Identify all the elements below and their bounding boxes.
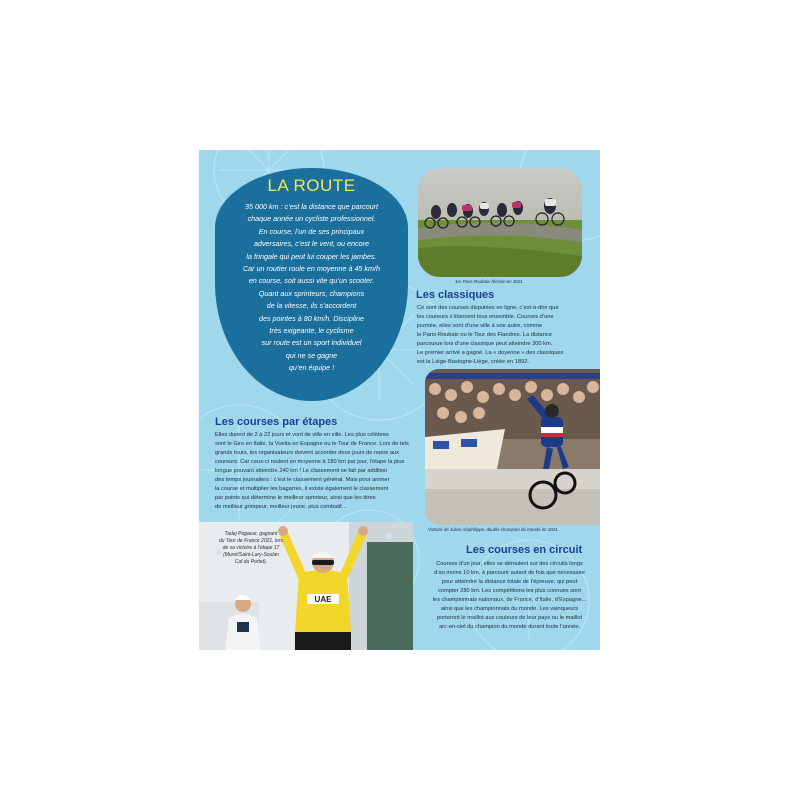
intro-line: de la vitesse, ils s’accordent <box>266 301 357 311</box>
intro-line: Quant aux sprinteurs, champions <box>258 288 365 298</box>
intro-line: chaque année un cycliste professionnel. <box>247 214 376 224</box>
intro-line: 35 000 km : c’est la distance que parcourt <box>244 202 379 211</box>
etapes-text <box>215 431 409 512</box>
classiques-line: les coureurs s’élancent tous ensemble. Courses d’une <box>417 314 554 320</box>
pogacar-caption <box>201 531 301 566</box>
etapes-line: sont le Giro en Italie, la Vuelta en Espagne ou le Tour de France. Lors de tels <box>215 441 409 447</box>
intro-panel <box>215 168 408 401</box>
intro-line: adversaires, c’est le vent, ou encore <box>253 239 370 249</box>
circuit-line: Courses d’un jour, elles se déroulent sur des circuits longs <box>436 561 583 567</box>
intro-line: en course, soit aussi vite qu’un scooter. <box>248 276 375 286</box>
intro-line: la fringale qui peut lui couper les jambes. <box>246 251 377 261</box>
etapes-line: de meilleur grimpeur, meilleur jeune, plus combatif... <box>215 504 347 510</box>
classiques-text <box>417 304 563 367</box>
classiques-line: le Paris-Roubaix ou le Tour des Flandres. La distance <box>417 332 552 338</box>
classiques-heading: Les classiques <box>416 289 495 301</box>
alaphilippe-caption: Victoire de Julian Alaphilippe, double champion du monde en 2021. <box>428 527 559 532</box>
circuit-text <box>419 560 600 632</box>
magazine-page <box>199 150 600 650</box>
circuit-line: compter 280 km. Les compétitions les plus connues sont <box>438 588 581 594</box>
jersey-text: UAE <box>314 595 332 604</box>
intro-line: qu’en équipe ! <box>288 363 335 373</box>
intro-line: des pointes à 80 km/h. Discipline <box>258 313 365 323</box>
paris-roubaix-caption: 1er Paris-Roubaix féminin en 2021. <box>455 279 524 284</box>
circuit-line: arc-en-ciel du champion du monde durant toute l’année. <box>438 624 580 630</box>
classiques-line: Le premier arrivé a gagné. La « doyenne » des classiques <box>417 350 564 356</box>
classiques-line: est la Liège-Bastogne-Liège, créée en 1892. <box>417 359 529 365</box>
circuit-line: ainsi que les championnats du monde. Les vainqueurs <box>440 606 579 612</box>
etapes-line: Elles durent de 2 à 22 jours et vont de ville en ville. Les plus célèbres <box>215 432 389 438</box>
circuit-line: les championnats nationaux, de France, d’Italie, d’Espagne... <box>432 597 587 603</box>
circuit-line: pour atteindre la distance totale de l’épreuve, qui peut <box>441 579 578 585</box>
classiques-line: journée, elles vont d’une ville à une autre, comme <box>417 323 543 329</box>
etapes-line: la course et multiplier les bagarres, il existe également le classement <box>215 486 389 492</box>
intro-line: très exigeante, le cyclisme <box>269 326 354 336</box>
etapes-line: des temps journaliers : c’est le classement général. Mais pour animer <box>215 477 390 483</box>
circuit-line: d’au moins 10 km, à parcourir autant de fois que nécessaire <box>434 570 585 576</box>
intro-title: LA ROUTE <box>267 176 356 195</box>
intro-line: Car un routier roule en moyenne à 45 km/h <box>242 264 381 274</box>
circuit-heading: Les courses en circuit <box>466 544 583 556</box>
etapes-heading: Les courses par étapes <box>215 416 338 428</box>
intro-line: En course, l’un de ses principaux <box>258 226 365 236</box>
etapes-line: grands tours, les organisateurs doivent accorder deux jours de repos aux <box>215 450 399 456</box>
pogacar-caption-line: (Muret/Saint-Lary-Soulan <box>223 552 279 558</box>
etapes-line: longue pouvant atteindre 240 km ! Le classement se fait par addition <box>215 468 388 474</box>
classiques-line: parcourue lors d’une classique peut atteindre 300 km. <box>417 341 553 347</box>
pogacar-caption-line: Col du Portet). <box>234 559 268 565</box>
pogacar-caption-line: du Tour de France 2021, lors <box>218 538 284 544</box>
paris-roubaix-photo <box>418 168 582 277</box>
intro-line: qui ne se gagne <box>285 350 338 360</box>
etapes-line: par points qui détermine le meilleur sprinteur, ainsi que les titres <box>215 495 376 501</box>
intro-text <box>215 201 408 375</box>
pogacar-caption-line: de sa victoire à l’étape 17 <box>222 545 280 551</box>
intro-line: sur route est un sport individuel <box>261 338 362 348</box>
pogacar-photo <box>199 522 413 650</box>
pogacar-caption-line: Tadej Pogacar, gagnant <box>224 531 278 537</box>
circuit-line: porteront le maillot aux couleurs de leur pays ou le maillot <box>436 615 583 621</box>
etapes-line: coureurs. Car ceux-ci roulent en moyenne à 180 km par jour, l’étape la plus <box>215 459 405 465</box>
alaphilippe-photo <box>425 369 600 525</box>
classiques-line: Ce sont des courses disputées en ligne, c’est-à-dire que <box>417 305 559 311</box>
